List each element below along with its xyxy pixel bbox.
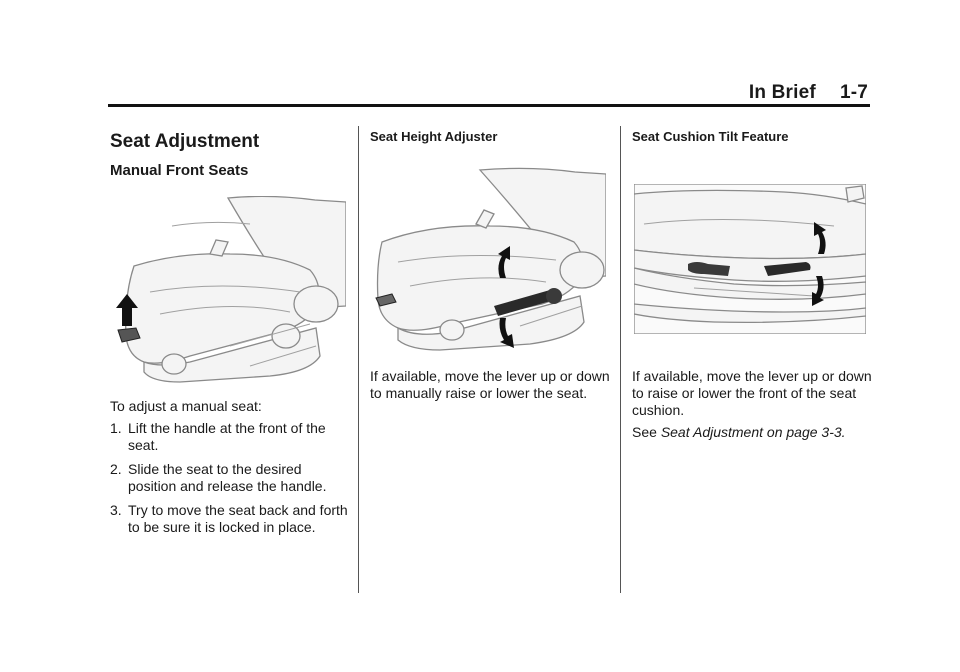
steps-list (110, 420, 350, 543)
intro-text: To adjust a manual seat: (110, 398, 262, 414)
list-item: 2. Slide the seat to the desired position and release the handle. (110, 461, 327, 494)
column-divider (620, 126, 621, 593)
page-header (749, 82, 868, 104)
seat-height-illustration (370, 166, 606, 354)
header-page-number: 1-7 (839, 82, 868, 103)
see-prefix: See (632, 424, 657, 440)
column-divider (358, 126, 359, 593)
cross-reference-link[interactable]: Seat Adjustment on page 3-3. (660, 424, 846, 440)
header-section: In Brief (748, 82, 816, 103)
section-title: Seat Adjustment (110, 131, 260, 152)
manual-seat-illustration (110, 196, 346, 386)
figure-title: Seat Cushion Tilt Feature (632, 129, 789, 144)
list-item: 1. Lift the handle at the front of the seat. (110, 420, 326, 453)
header-rule (108, 104, 870, 107)
height-adjuster-text: If available, move the lever up or down to manually raise or lower the seat. (370, 368, 610, 401)
cushion-tilt-text: If available, move the lever up or down to raise or lower the front of the seat cushion. (632, 368, 872, 418)
see-reference (632, 424, 872, 441)
subsection-title: Manual Front Seats (110, 162, 249, 179)
cushion-tilt-illustration (634, 184, 866, 334)
figure-title: Seat Height Adjuster (370, 129, 498, 144)
list-item: 3. Try to move the seat back and forth to be sure it is locked in place. (110, 502, 348, 535)
